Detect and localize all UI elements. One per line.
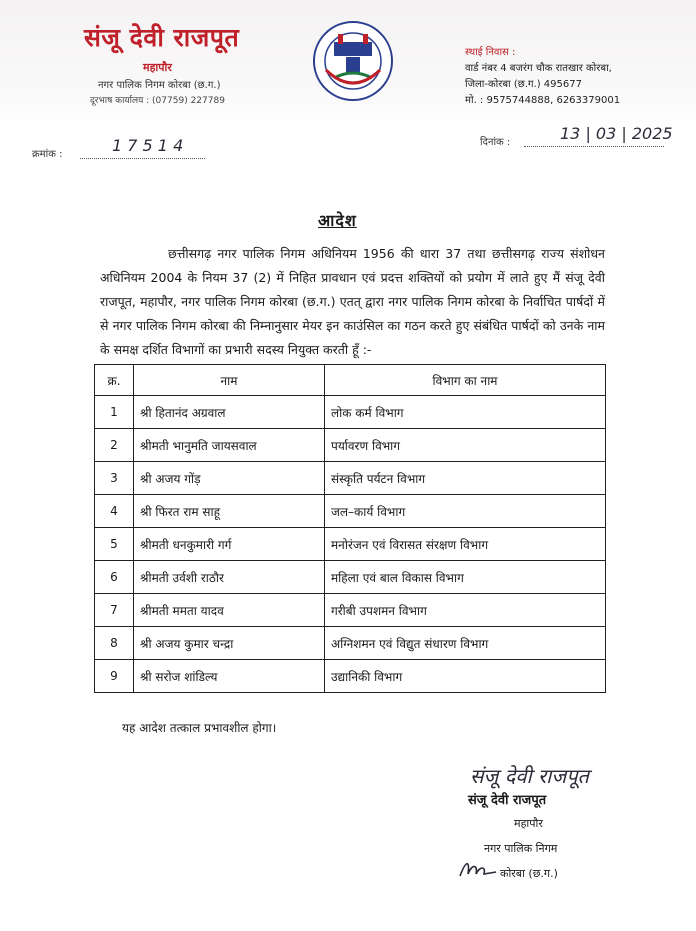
serial-cell: 6 (95, 561, 134, 594)
name-cell: श्रीमती ममता यादव (134, 594, 325, 627)
order-heading: आदेश (318, 211, 357, 230)
residence-label: स्थाई निवास : (465, 47, 516, 58)
serial-cell: 4 (95, 495, 134, 528)
signatory-name: संजू देवी राजपूत (468, 793, 547, 808)
name-cell: श्रीमती धनकुमारी गर्ग (134, 528, 325, 561)
order-body: छत्तीसगढ़ नगर पालिक निगम अधिनियम 1956 की धारा 37 तथा छत्तीसगढ़ राज्य संशोधन अधिनियम 2004 के नियम 37 (2) में निहित प्रावधान एवं प्रदत्त शक्तियों को प्रयोग में लाते हुए मैं संजू देवी राजपूत, महापौर, नगर पालिक निगम कोरबा (छ.ग.) एतत् द्वारा नगर पालिक निगम कोरबा के निर्वाचित पार्षदों में से नगर पालिक निगम कोरबा की निम्नानुसार मेयर इन काउंसिल का गठन करते हुए संबंधित पार्षदों को उनके नाम के समक्ष दर्शित विभागों का प्रभारी सदस्य नियुक्त करती हूँ :- (100, 246, 605, 357)
department-cell: अग्निशमन एवं विद्युत संधारण विभाग (325, 627, 606, 660)
column-header-name: नाम (134, 365, 325, 396)
order-number-dotline (80, 158, 205, 159)
signatory-city: कोरबा (छ.ग.) (500, 867, 558, 880)
table-row (95, 561, 606, 594)
department-table (94, 364, 606, 693)
department-cell: मनोरंजन एवं विरासत संरक्षण विभाग (325, 528, 606, 561)
department-cell: गरीबी उपशमन विभाग (325, 594, 606, 627)
serial-cell: 9 (95, 660, 134, 693)
department-cell: लोक कर्म विभाग (325, 396, 606, 429)
department-cell: उद्यानिकी विभाग (325, 660, 606, 693)
order-number-value: 1 7 5 1 4 (112, 136, 184, 155)
letterhead-mayor-name: संजू देवी राजपूत (84, 23, 240, 52)
handwritten-signature: संजू देवी राजपूत (470, 764, 589, 788)
order-number-label: क्रमांक : (32, 149, 63, 160)
municipal-emblem-icon (312, 20, 394, 102)
serial-cell: 7 (95, 594, 134, 627)
serial-cell: 3 (95, 462, 134, 495)
table-row (95, 660, 606, 693)
table-row (95, 462, 606, 495)
column-header-serial: क्र. (95, 365, 134, 396)
table-row (95, 429, 606, 462)
table-header-row (95, 365, 606, 396)
name-cell: श्री सरोज शांडिल्य (134, 660, 325, 693)
department-cell: संस्कृति पर्यटन विभाग (325, 462, 606, 495)
serial-cell: 1 (95, 396, 134, 429)
order-date-dotline (524, 146, 664, 147)
serial-cell: 2 (95, 429, 134, 462)
table-row (95, 396, 606, 429)
letterhead-phone: दूरभाष कार्यालय : (07759) 227789 (90, 96, 225, 106)
signatory-title: महापौर (514, 817, 543, 830)
name-cell: श्री अजय कुमार चन्द्रा (134, 627, 325, 660)
name-cell: श्रीमती भानुमति जायसवाल (134, 429, 325, 462)
letterhead-mayor-title: महापौर (143, 61, 172, 74)
table-row (95, 594, 606, 627)
table-row (95, 528, 606, 561)
order-date-label: दिनांक : (480, 137, 511, 148)
table-row (95, 627, 606, 660)
serial-cell: 5 (95, 528, 134, 561)
residence-address-line-1: वार्ड नंबर 4 बजरंग चौक रातखार कोरबा, (465, 63, 612, 74)
department-cell: पर्यावरण विभाग (325, 429, 606, 462)
name-cell: श्री अजय गोंड़ (134, 462, 325, 495)
column-header-department: विभाग का नाम (325, 365, 606, 396)
initials-scribble-icon (458, 858, 498, 882)
letterhead-org: नगर पालिक निगम कोरबा (छ.ग.) (98, 80, 221, 91)
residence-address-line-2: जिला-कोरबा (छ.ग.) 495677 (465, 79, 582, 90)
table-row (95, 495, 606, 528)
department-cell: जल–कार्य विभाग (325, 495, 606, 528)
residence-mobile: मो. : 9575744888, 6263379001 (465, 95, 621, 106)
name-cell: श्रीमती उर्वशी राठौर (134, 561, 325, 594)
name-cell: श्री हितानंद अग्रवाल (134, 396, 325, 429)
order-date-value: 13 | 03 | 2025 (560, 124, 673, 143)
signatory-org: नगर पालिक निगम (484, 842, 558, 855)
serial-cell: 8 (95, 627, 134, 660)
closing-line: यह आदेश तत्काल प्रभावशील होगा। (122, 721, 277, 735)
name-cell: श्री फिरत राम साहू (134, 495, 325, 528)
department-cell: महिला एवं बाल विकास विभाग (325, 561, 606, 594)
